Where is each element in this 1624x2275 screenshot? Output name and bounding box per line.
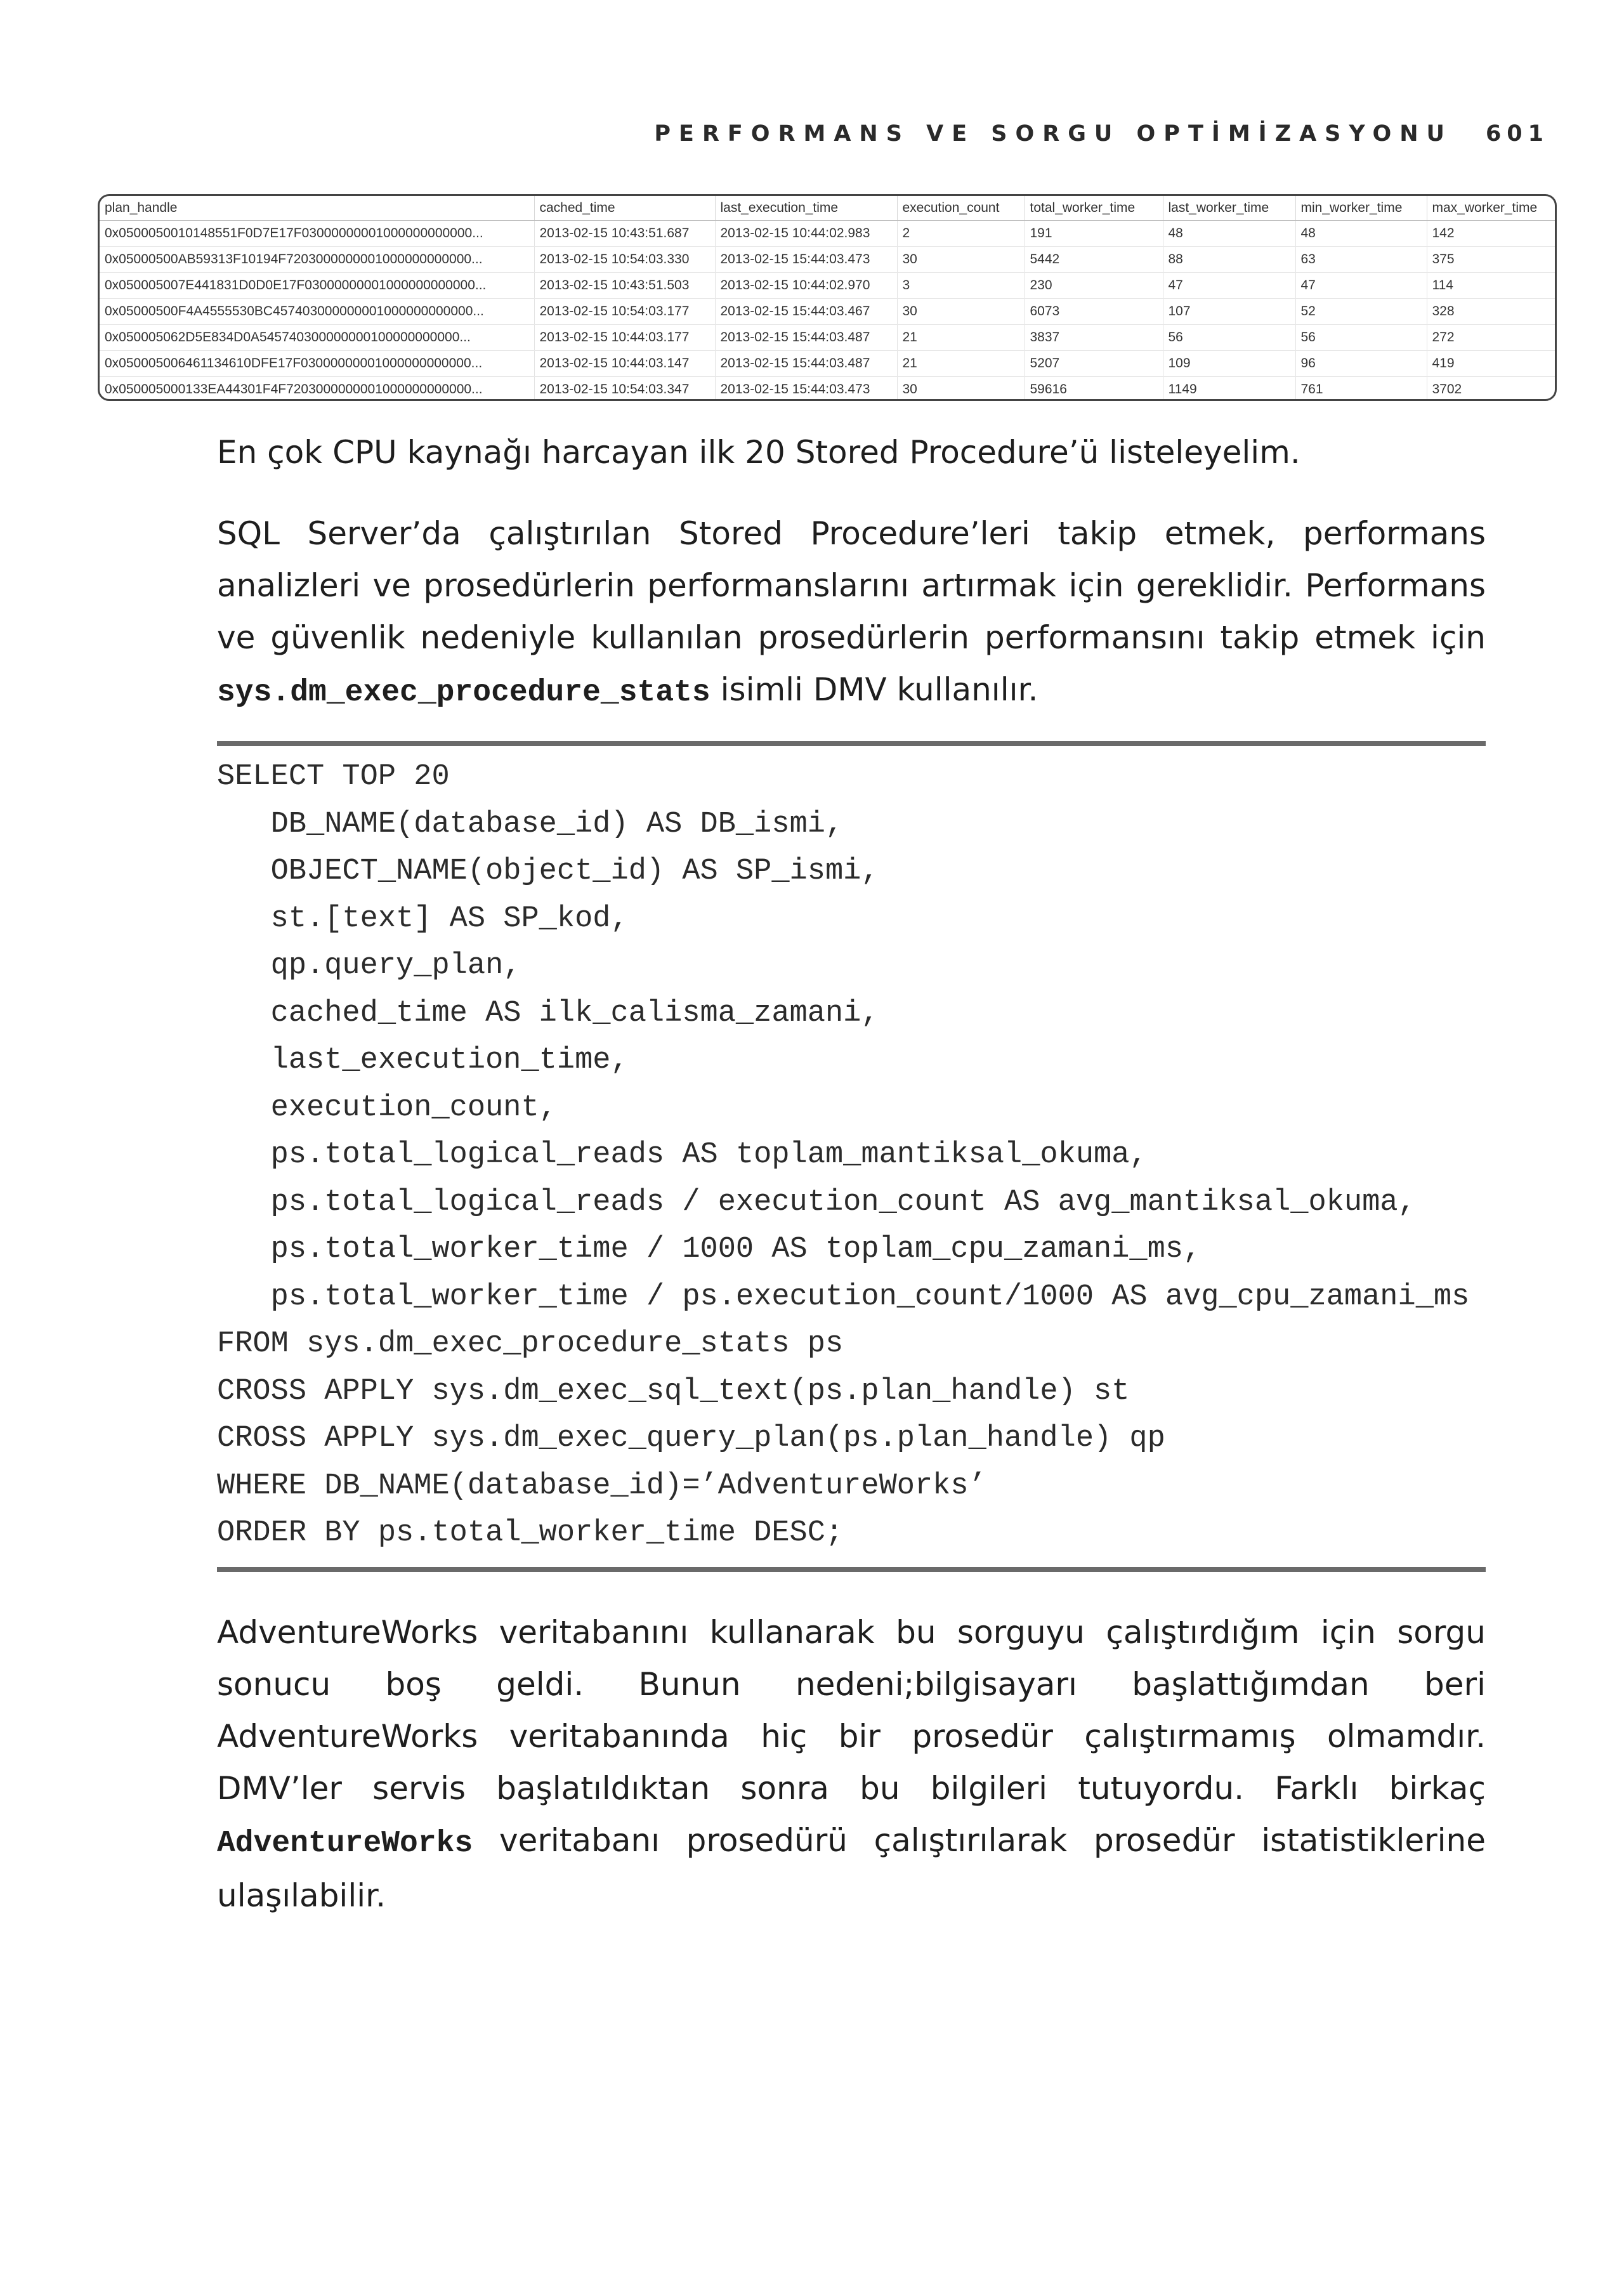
code-line: ps.total_worker_time / 1000 AS toplam_cpu_zamani_ms, xyxy=(217,1233,1202,1266)
table-row xyxy=(100,221,1557,247)
table-cell: 2013-02-15 10:44:03.177 xyxy=(534,325,715,351)
table-cell: 0x050005062D5E834D0A545740300000000100000000000... xyxy=(100,325,534,351)
table-cell: 63 xyxy=(1295,247,1427,273)
table-cell: 191 xyxy=(1025,221,1163,247)
table-cell: 0x050005000133EA44301F4F7203000000001000000000000... xyxy=(100,377,534,402)
column-header: max_worker_time xyxy=(1427,196,1557,221)
table-cell: 328 xyxy=(1427,299,1557,325)
page-number: 601 xyxy=(1485,121,1549,147)
table-cell: 2013-02-15 10:54:03.330 xyxy=(534,247,715,273)
table-cell: 0x050005006461134610DFE17F03000000001000000000000... xyxy=(100,351,534,377)
code-line: DB_NAME(database_id) AS DB_ismi, xyxy=(217,807,844,841)
table-cell: 0x05000500AB59313F10194F7203000000001000000000000... xyxy=(100,247,534,273)
table-cell: 230 xyxy=(1025,273,1163,299)
code-line: OBJECT_NAME(object_id) AS SP_ismi, xyxy=(217,855,879,888)
table-cell: 48 xyxy=(1163,221,1295,247)
table-cell: 6073 xyxy=(1025,299,1163,325)
code-line: ORDER BY ps.total_worker_time DESC; xyxy=(217,1516,844,1550)
table-cell: 2013-02-15 15:44:03.487 xyxy=(715,351,897,377)
code-line: FROM sys.dm_exec_procedure_stats ps xyxy=(217,1327,844,1361)
code-line: CROSS APPLY sys.dm_exec_query_plan(ps.plan_handle) qp xyxy=(217,1422,1165,1455)
table-cell: 30 xyxy=(897,377,1025,402)
table-cell: 21 xyxy=(897,325,1025,351)
code-line: SELECT TOP 20 xyxy=(217,760,450,794)
code-line: WHERE DB_NAME(database_id)=’AdventureWorks’ xyxy=(217,1469,986,1503)
table-cell: 56 xyxy=(1295,325,1427,351)
code-line: CROSS APPLY sys.dm_exec_sql_text(ps.plan_handle) st xyxy=(217,1374,1130,1408)
page-header xyxy=(654,118,1549,150)
table-cell: 96 xyxy=(1295,351,1427,377)
table-cell: 48 xyxy=(1295,221,1427,247)
table-cell: 375 xyxy=(1427,247,1557,273)
table-cell: 30 xyxy=(897,299,1025,325)
column-header: last_worker_time xyxy=(1163,196,1295,221)
dmv-name-inline-code: sys.dm_exec_procedure_stats xyxy=(217,676,710,710)
table-cell: 2013-02-15 10:44:03.147 xyxy=(534,351,715,377)
table-cell: 2013-02-15 10:44:02.983 xyxy=(715,221,897,247)
table-cell: 0x0500050010148551F0D7E17F03000000001000000000000... xyxy=(100,221,534,247)
table-cell: 761 xyxy=(1295,377,1427,402)
code-bottom-rule xyxy=(217,1567,1486,1572)
table-cell: 2013-02-15 15:44:03.473 xyxy=(715,377,897,402)
table-cell: 5442 xyxy=(1025,247,1163,273)
table-cell: 52 xyxy=(1295,299,1427,325)
table-row xyxy=(100,377,1557,402)
description-tail: isimli DMV kullanılır. xyxy=(710,671,1038,708)
table-cell: 47 xyxy=(1163,273,1295,299)
column-header: last_execution_time xyxy=(715,196,897,221)
table-cell: 2013-02-15 10:54:03.177 xyxy=(534,299,715,325)
description-paragraph xyxy=(217,508,1486,719)
table-cell: 47 xyxy=(1295,273,1427,299)
result-text: AdventureWorks veritabanını kullanarak bu sorguyu çalıştırdığım için sorgu sonucu boş geldi. Bunun nedeni;bilgisayarı başlattığımdan beri AdventureWorks veritabanında hiç bir prosedür çalıştırmamış olmamdır. DMV’ler servis başlatıldıktan sonra bu bilgileri tutuyordu. Farklı birkaç xyxy=(217,1614,1486,1807)
table-cell: 1149 xyxy=(1163,377,1295,402)
table-row xyxy=(100,351,1557,377)
table-cell: 56 xyxy=(1163,325,1295,351)
code-line: execution_count, xyxy=(217,1091,557,1125)
table-cell: 2013-02-15 10:43:51.687 xyxy=(534,221,715,247)
table-cell: 109 xyxy=(1163,351,1295,377)
query-result-grid xyxy=(98,194,1557,401)
table-cell: 30 xyxy=(897,247,1025,273)
intro-paragraph: En çok CPU kaynağı harcayan ilk 20 Stored Procedure’ü listeleyelim. xyxy=(217,434,1300,471)
table-cell: 2013-02-15 15:44:03.467 xyxy=(715,299,897,325)
column-header: total_worker_time xyxy=(1025,196,1163,221)
table-cell: 2013-02-15 15:44:03.473 xyxy=(715,247,897,273)
table-header-row xyxy=(100,196,1557,221)
result-tail: veritabanı prosedürü çalıştırılarak prosedür istatistiklerine ulaşılabilir. xyxy=(217,1822,1486,1914)
column-header: min_worker_time xyxy=(1295,196,1427,221)
database-name-inline-code: AdventureWorks xyxy=(217,1826,473,1861)
code-line: ps.total_logical_reads AS toplam_mantiksal_okuma, xyxy=(217,1138,1148,1172)
table-cell: 3702 xyxy=(1432,382,1462,397)
code-top-rule xyxy=(217,741,1486,746)
table-cell: 21 xyxy=(897,351,1025,377)
column-header: plan_handle xyxy=(100,196,534,221)
sql-code-listing xyxy=(217,754,1486,1559)
table-cell: 3 xyxy=(897,273,1025,299)
table-cell: 2013-02-15 10:54:03.347 xyxy=(534,377,715,402)
table-cell: 3837 xyxy=(1025,325,1163,351)
table-cell: 2013-02-15 10:43:51.503 xyxy=(534,273,715,299)
table-cell: 142 xyxy=(1427,221,1557,247)
code-line: ps.total_worker_time / ps.execution_count/1000 AS avg_cpu_zamani_ms xyxy=(217,1280,1470,1314)
table-cell: 0x050005007E441831D0D0E17F03000000001000000000000... xyxy=(100,273,534,299)
table-cell: 272 xyxy=(1427,325,1557,351)
table-cell: 5207 xyxy=(1025,351,1163,377)
column-header: execution_count xyxy=(897,196,1025,221)
result-paragraph xyxy=(217,1606,1486,1922)
code-line: last_execution_time, xyxy=(217,1044,629,1077)
table-cell: 2013-02-15 10:44:02.970 xyxy=(715,273,897,299)
description-text: SQL Server’da çalıştırılan Stored Procedure’leri takip etmek, performans analizleri ve prosedürlerin performanslarını artırmak için gereklidir. Performans ve güvenlik nedeniyle kullanılan prosedürlerin performansını takip etmek için xyxy=(217,515,1486,656)
table-row xyxy=(100,273,1557,299)
result-table xyxy=(100,196,1557,401)
code-line: qp.query_plan, xyxy=(217,949,521,983)
table-cell: 0x05000500F4A4555530BC457403000000001000000000000... xyxy=(100,299,534,325)
table-cell: 2 xyxy=(897,221,1025,247)
table-row xyxy=(100,299,1557,325)
running-head-title: PERFORMANS VE SORGU OPTİMİZASYONU xyxy=(654,121,1453,147)
table-cell: 2013-02-15 15:44:03.487 xyxy=(715,325,897,351)
table-cell: 88 xyxy=(1163,247,1295,273)
table-cell: 419 xyxy=(1427,351,1557,377)
table-cell: 107 xyxy=(1163,299,1295,325)
table-row xyxy=(100,247,1557,273)
code-line: cached_time AS ilk_calisma_zamani, xyxy=(217,996,879,1030)
table-cell: 114 xyxy=(1427,273,1557,299)
table-row xyxy=(100,325,1557,351)
code-line: st.[text] AS SP_kod, xyxy=(217,901,629,936)
code-line: ps.total_logical_reads / execution_count AS avg_mantiksal_okuma, xyxy=(217,1185,1416,1219)
column-header: cached_time xyxy=(534,196,715,221)
table-cell: 59616 xyxy=(1025,377,1163,402)
